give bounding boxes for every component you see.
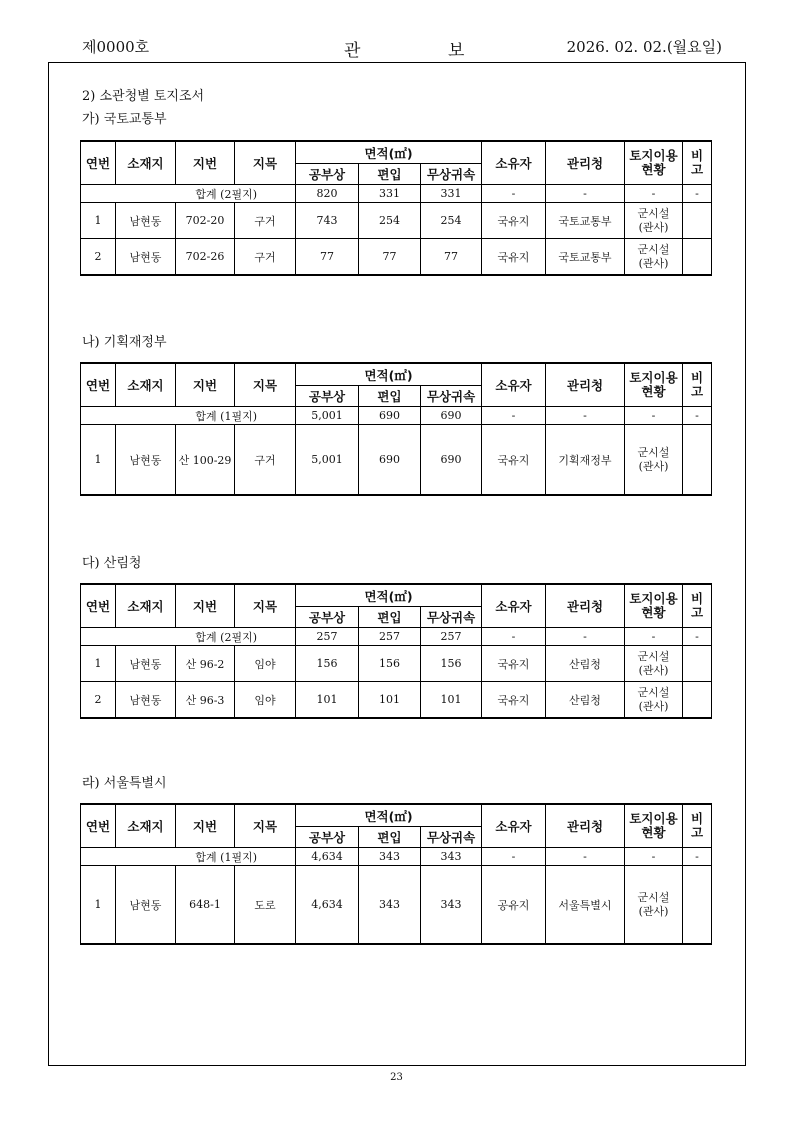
row-land-use [625,239,683,276]
row-free: 77 [421,239,482,276]
col-area-free: 무상귀속 [421,607,482,628]
row-free: 254 [421,203,482,239]
row-remark [683,239,712,276]
row-owner: 공유지 [482,866,546,945]
col-land-use [625,363,683,407]
col-land-use-l2: 현황 [641,384,666,399]
col-remark-l2: 고 [690,162,704,177]
col-location: 소재지 [116,363,176,407]
col-area-registry: 공부상 [296,827,359,848]
col-land-use [625,141,683,185]
col-category: 지목 [235,141,296,185]
row-remark [683,646,712,682]
row-remark [683,866,712,945]
col-location: 소재지 [116,141,176,185]
row-included: 156 [359,646,421,682]
col-remark [683,141,712,185]
row-use-l1: 군시설 [637,685,670,699]
summary-included: 343 [359,848,421,866]
row-remark [683,203,712,239]
row-included: 690 [359,425,421,496]
group-title: 나) 기획재정부 [82,335,167,350]
summary-registry: 257 [296,628,359,646]
row-registry: 156 [296,646,359,682]
row-use-l1: 군시설 [637,649,670,663]
summary-remark: - [683,628,712,646]
row-lot: 산 96-2 [176,646,235,682]
col-land-use-l1: 토지이용 [629,591,678,606]
col-area-registry: 공부상 [296,164,359,185]
row-owner: 국유지 [482,239,546,276]
col-remark-l2: 고 [690,605,704,620]
col-remark-l2: 고 [690,384,704,399]
row-included: 101 [359,682,421,719]
page-header [82,36,722,62]
row-use-l2: (관사) [638,459,669,473]
summary-owner: - [482,185,546,203]
row-land-use [625,646,683,682]
col-remark-l1: 비 [690,370,704,385]
col-owner: 소유자 [482,141,546,185]
table-row [81,866,712,945]
table-row [81,682,712,719]
row-use-l1: 군시설 [637,445,670,459]
col-no: 연번 [81,584,116,628]
summary-registry: 5,001 [296,407,359,425]
row-land-use [625,425,683,496]
row-category: 임야 [235,682,296,719]
row-use-l1: 군시설 [637,206,670,220]
col-area-registry: 공부상 [296,607,359,628]
row-free: 156 [421,646,482,682]
row-land-use [625,682,683,719]
issue-date: 2026. 02. 02.(월요일) [566,38,722,56]
row-lot: 702-20 [176,203,235,239]
row-registry: 743 [296,203,359,239]
row-included: 77 [359,239,421,276]
row-use-l1: 군시설 [637,890,670,904]
row-owner: 국유지 [482,682,546,719]
row-use-l2: (관사) [638,220,669,234]
row-category: 도로 [235,866,296,945]
row-no: 2 [81,239,116,276]
row-lot: 702-26 [176,239,235,276]
row-manager: 국토교통부 [546,203,625,239]
group-title: 다) 산림청 [82,556,142,571]
row-registry: 4,634 [296,866,359,945]
col-land-use-l2: 현황 [641,825,666,840]
row-included: 254 [359,203,421,239]
summary-label: 합계 (1필지) [81,407,296,425]
summary-row [81,407,712,425]
summary-use: - [625,848,683,866]
summary-label: 합계 (2필지) [81,185,296,203]
page-number: 23 [390,1072,403,1083]
col-land-use-l1: 토지이용 [629,148,678,163]
col-remark [683,804,712,848]
table-row [81,425,712,496]
row-lot: 산 100-29 [176,425,235,496]
col-manager: 관리청 [546,584,625,628]
summary-remark: - [683,185,712,203]
row-registry: 5,001 [296,425,359,496]
row-free: 690 [421,425,482,496]
row-registry: 101 [296,682,359,719]
land-table [80,803,712,945]
col-area-registry: 공부상 [296,386,359,407]
col-land-use-l2: 현황 [641,162,666,177]
col-category: 지목 [235,804,296,848]
row-no: 2 [81,682,116,719]
summary-manager: - [546,628,625,646]
summary-free: 343 [421,848,482,866]
row-free: 101 [421,682,482,719]
col-land-use-l1: 토지이용 [629,370,678,385]
col-no: 연번 [81,804,116,848]
row-remark [683,425,712,496]
row-location: 남현동 [116,682,176,719]
row-no: 1 [81,203,116,239]
summary-remark: - [683,407,712,425]
row-manager: 기획재정부 [546,425,625,496]
col-manager: 관리청 [546,804,625,848]
row-remark [683,682,712,719]
col-land-use-l1: 토지이용 [629,811,678,826]
col-lot: 지번 [176,141,235,185]
col-manager: 관리청 [546,363,625,407]
row-use-l1: 군시설 [637,242,670,256]
col-area-included: 편입 [359,164,421,185]
row-category: 구거 [235,203,296,239]
col-location: 소재지 [116,804,176,848]
col-area: 면적(㎡) [296,363,482,386]
col-no: 연번 [81,363,116,407]
summary-row [81,185,712,203]
summary-owner: - [482,628,546,646]
col-area-free: 무상귀속 [421,827,482,848]
col-remark-l2: 고 [690,825,704,840]
row-manager: 산림청 [546,682,625,719]
table-row [81,239,712,276]
row-land-use [625,203,683,239]
summary-free: 690 [421,407,482,425]
gazette-title-left: 관 [344,41,361,61]
row-no: 1 [81,646,116,682]
summary-remark: - [683,848,712,866]
gazette-title-right: 보 [448,41,465,61]
row-lot: 산 96-3 [176,682,235,719]
col-location: 소재지 [116,584,176,628]
col-land-use [625,584,683,628]
row-category: 임야 [235,646,296,682]
row-use-l2: (관사) [638,256,669,270]
row-location: 남현동 [116,866,176,945]
summary-use: - [625,407,683,425]
col-area: 면적(㎡) [296,584,482,607]
col-remark-l1: 비 [690,811,704,826]
land-table [80,583,712,719]
row-no: 1 [81,866,116,945]
col-owner: 소유자 [482,804,546,848]
row-land-use [625,866,683,945]
land-table [80,362,712,496]
col-owner: 소유자 [482,363,546,407]
col-area-included: 편입 [359,386,421,407]
summary-registry: 820 [296,185,359,203]
col-manager: 관리청 [546,141,625,185]
row-location: 남현동 [116,646,176,682]
row-lot: 648-1 [176,866,235,945]
col-area-free: 무상귀속 [421,164,482,185]
table-row [81,646,712,682]
col-lot: 지번 [176,804,235,848]
section-heading: 2) 소관청별 토지조서 [82,89,205,104]
col-remark-l1: 비 [690,591,704,606]
row-no: 1 [81,425,116,496]
row-use-l2: (관사) [638,663,669,677]
row-category: 구거 [235,425,296,496]
row-location: 남현동 [116,203,176,239]
col-area-included: 편입 [359,827,421,848]
col-category: 지목 [235,363,296,407]
col-area-free: 무상귀속 [421,386,482,407]
row-use-l2: (관사) [638,699,669,713]
summary-included: 257 [359,628,421,646]
summary-included: 690 [359,407,421,425]
col-remark [683,363,712,407]
summary-owner: - [482,848,546,866]
col-no: 연번 [81,141,116,185]
summary-label: 합계 (2필지) [81,628,296,646]
land-table [80,140,712,276]
row-category: 구거 [235,239,296,276]
summary-manager: - [546,848,625,866]
col-area: 면적(㎡) [296,804,482,827]
summary-label: 합계 (1필지) [81,848,296,866]
issue-number: 제0000호 [82,38,150,56]
summary-included: 331 [359,185,421,203]
row-owner: 국유지 [482,646,546,682]
summary-registry: 4,634 [296,848,359,866]
row-registry: 77 [296,239,359,276]
row-manager: 산림청 [546,646,625,682]
col-remark [683,584,712,628]
row-manager: 서울특별시 [546,866,625,945]
row-included: 343 [359,866,421,945]
row-manager: 국토교통부 [546,239,625,276]
summary-manager: - [546,185,625,203]
row-owner: 국유지 [482,203,546,239]
row-free: 343 [421,866,482,945]
group-title: 라) 서울특별시 [82,776,167,791]
col-land-use [625,804,683,848]
summary-row [81,628,712,646]
col-area-included: 편입 [359,607,421,628]
summary-use: - [625,628,683,646]
col-lot: 지번 [176,584,235,628]
row-use-l2: (관사) [638,904,669,918]
col-lot: 지번 [176,363,235,407]
summary-free: 331 [421,185,482,203]
summary-owner: - [482,407,546,425]
summary-use: - [625,185,683,203]
col-area: 면적(㎡) [296,141,482,164]
summary-row [81,848,712,866]
col-remark-l1: 비 [690,148,704,163]
row-location: 남현동 [116,239,176,276]
col-owner: 소유자 [482,584,546,628]
table-row [81,203,712,239]
summary-free: 257 [421,628,482,646]
summary-manager: - [546,407,625,425]
row-owner: 국유지 [482,425,546,496]
group-title: 가) 국토교통부 [82,112,167,127]
col-land-use-l2: 현황 [641,605,666,620]
row-location: 남현동 [116,425,176,496]
col-category: 지목 [235,584,296,628]
